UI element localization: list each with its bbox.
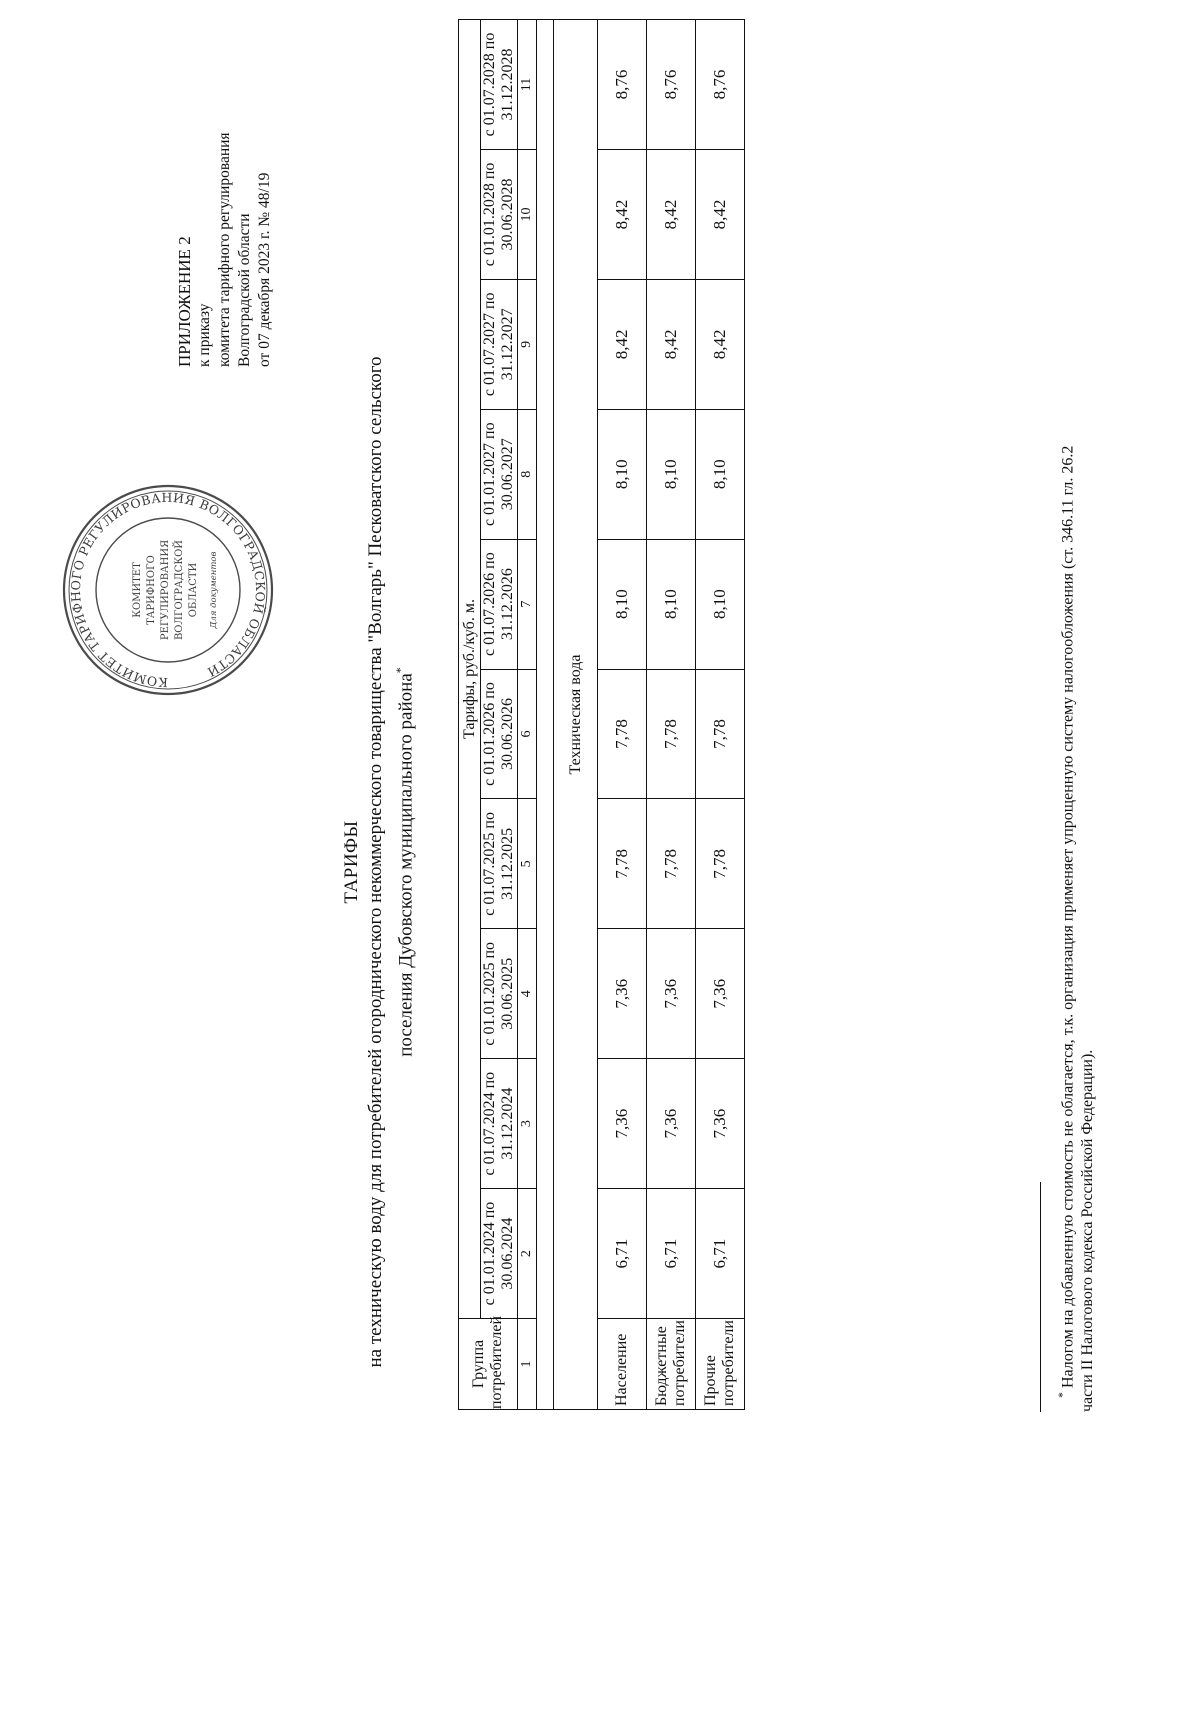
document-title: ТАРИФЫ [341, 820, 362, 904]
tariff-value-cell: 7,78 [696, 669, 745, 799]
tariff-value-cell: 7,36 [598, 1059, 647, 1189]
consumer-group-cell: Прочие потребители [696, 1319, 745, 1410]
seal-ring-text: КОМИТЕТ ТАРИФНОГО РЕГУЛИРОВАНИЯ ВОЛГОГРАДСКОЙ ОБЛАСТИ [67, 489, 269, 691]
header-period: с 01.01.2025 по 30.06.2025 [481, 929, 518, 1059]
tariff-value-cell: 7,36 [696, 929, 745, 1059]
appendix-line-date: от 07 декабря 2023 г. № 48/19 [256, 172, 273, 367]
tariff-value-cell: 7,78 [647, 669, 696, 799]
document-subtitle-line-1: на техническую воду для потребителей огороднического некоммерческого товарищества "Волгарь" Песковатского сельского [365, 356, 386, 1368]
header-period: с 01.07.2027 по 31.12.2027 [481, 279, 518, 409]
appendix-header [175, 32, 275, 532]
tariff-value-cell: 8,10 [647, 539, 696, 669]
column-number: 5 [518, 799, 537, 929]
seal-line-5: ОБЛАСТИ [188, 562, 199, 618]
tariff-value-cell: 8,42 [696, 279, 745, 409]
column-number: 3 [518, 1059, 537, 1189]
official-seal-stamp [58, 480, 278, 700]
appendix-title: ПРИЛОЖЕНИЕ 2 [175, 236, 194, 367]
tariff-value-cell: 8,42 [647, 279, 696, 409]
tariff-table [458, 19, 745, 1410]
table-header-row [459, 20, 481, 1410]
footnote-marker: * [1055, 1392, 1069, 1398]
appendix-line-order: к приказу [196, 303, 213, 367]
tariff-value-cell: 8,42 [598, 279, 647, 409]
document-title-block [340, 162, 418, 1562]
tariff-value-cell: 7,36 [696, 1059, 745, 1189]
footnote-text-line-2: части II Налогового кодекса Российской Федерации). [1079, 1049, 1097, 1412]
column-number: 2 [518, 1189, 537, 1319]
tariff-value-cell: 7,78 [647, 799, 696, 929]
tariff-value-cell: 7,78 [598, 799, 647, 929]
column-number-row [518, 20, 537, 1410]
tariff-value-cell: 8,10 [696, 539, 745, 669]
column-number: 10 [518, 149, 537, 279]
tariff-value-cell: 8,10 [598, 409, 647, 539]
header-period: с 01.01.2028 по 30.06.2028 [481, 149, 518, 279]
consumer-group-cell: Бюджетные потребители [647, 1319, 696, 1410]
table-row [696, 20, 745, 1410]
tariff-value-cell: 8,42 [647, 149, 696, 279]
tariff-value-cell: 7,36 [647, 1059, 696, 1189]
tariff-value-cell: 8,76 [647, 20, 696, 150]
section-row [554, 20, 598, 1410]
document-subtitle-line-2: поселения Дубовского муниципального района [395, 673, 417, 1057]
header-period: с 01.01.2026 по 30.06.2026 [481, 669, 518, 799]
seal-line-3: РЕГУЛИРОВАНИЯ [160, 539, 171, 641]
tariff-value-cell: 8,10 [696, 409, 745, 539]
table-spacer-cell [537, 20, 554, 1410]
tariff-value-cell: 8,76 [598, 20, 647, 150]
header-period: с 01.07.2026 по 31.12.2026 [481, 539, 518, 669]
tariff-value-cell: 8,42 [598, 149, 647, 279]
header-consumer-group: Группа потребителей [459, 1319, 518, 1410]
seal-line-4: ВОЛГОГРАДСКОЙ [174, 539, 185, 641]
appendix-line-region: Волгоградской области [236, 213, 253, 367]
seal-bottom-text: Для документов [209, 551, 219, 629]
table-row [598, 20, 647, 1410]
tariff-value-cell: 7,36 [598, 929, 647, 1059]
header-period: с 01.01.2024 по 30.06.2024 [481, 1189, 518, 1319]
header-tariffs: Тарифы, руб./куб. м. [459, 20, 481, 1319]
tariff-value-cell: 6,71 [647, 1189, 696, 1319]
consumer-group-cell: Население [598, 1319, 647, 1410]
tariff-value-cell: 6,71 [696, 1189, 745, 1319]
column-number: 9 [518, 279, 537, 409]
footnote-marker: * [393, 667, 407, 674]
seal-line-1: КОМИТЕТ [132, 562, 143, 618]
tariff-value-cell: 7,78 [598, 669, 647, 799]
column-number: 8 [518, 409, 537, 539]
column-number: 4 [518, 929, 537, 1059]
header-period: с 01.07.2025 по 31.12.2025 [481, 799, 518, 929]
appendix-line-committee: комитета тарифного регулирования [216, 132, 233, 367]
header-period: с 01.01.2027 по 30.06.2027 [481, 409, 518, 539]
table-spacer-row [537, 20, 554, 1410]
column-number: 7 [518, 539, 537, 669]
column-number: 6 [518, 669, 537, 799]
seal-line-2: ТАРИФНОГО [146, 555, 157, 625]
tariff-value-cell: 7,36 [647, 929, 696, 1059]
tariff-value-cell: 8,42 [696, 149, 745, 279]
table-row [647, 20, 696, 1410]
footnote-text-line-1: Налогом на добавленную стоимость не облагается, т.к. организация применяет упрощенную систему налогообложения (ст. 346.11 гл. 26.2 [1059, 445, 1077, 1388]
header-period: с 01.07.2028 по 31.12.2028 [481, 20, 518, 150]
header-period: с 01.07.2024 по 31.12.2024 [481, 1059, 518, 1189]
footnote [1052, 12, 1098, 1412]
footnote-divider [1040, 1182, 1041, 1412]
tariff-value-cell: 8,10 [598, 539, 647, 669]
column-number: 11 [518, 20, 537, 150]
tariff-value-cell: 7,78 [696, 799, 745, 929]
column-number: 1 [518, 1319, 537, 1410]
tariff-value-cell: 6,71 [598, 1189, 647, 1319]
section-title: Техническая вода [554, 20, 598, 1410]
tariff-value-cell: 8,10 [647, 409, 696, 539]
tariff-value-cell: 8,76 [696, 20, 745, 150]
table-period-row [481, 20, 518, 1410]
